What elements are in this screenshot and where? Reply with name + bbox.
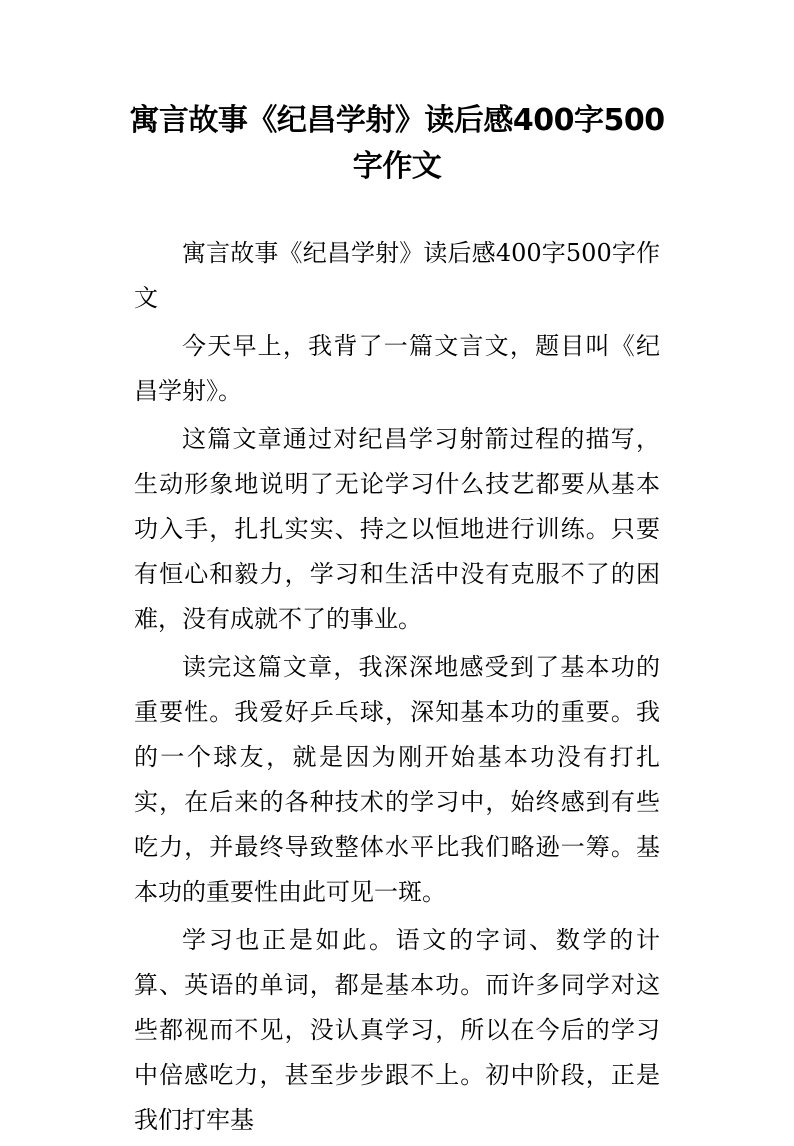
document-title: 寓言故事《纪昌学射》读后感400字500字作文 <box>129 103 665 184</box>
document-body <box>134 231 660 1146</box>
paragraph-summary: 这篇文章通过对纪昌学习射箭过程的描写，生动形象地说明了无论学习什么技艺都要从基本功入手，扎扎实实、持之以恒地进行训练。只要有恒心和毅力，学习和生活中没有克服不了的困难，没有成就不了的事业。 <box>134 425 660 633</box>
paragraph-intro: 今天早上，我背了一篇文言文，题目叫《纪昌学射》。 <box>134 332 660 405</box>
paragraph-reflection: 读完这篇文章，我深深地感受到了基本功的重要性。我爱好乒乓球，深知基本功的重要。我的一个球友，就是因为刚开始基本功没有打扎实，在后来的各种技术的学习中，始终感到有些吃力，并最终导致整体水平比我们略逊一筹。基本功的重要性由此可见一斑。 <box>134 653 660 906</box>
paragraph-study: 学习也正是如此。语文的字词、数学的计算、英语的单词，都是基本功。而许多同学对这些都视而不见，没认真学习，所以在今后的学习中倍感吃力，甚至步步跟不上。初中阶段，正是我们打牢基 <box>134 926 660 1134</box>
paragraph-title-repeat: 寓言故事《纪昌学射》读后感400字500字作文 <box>134 239 660 312</box>
